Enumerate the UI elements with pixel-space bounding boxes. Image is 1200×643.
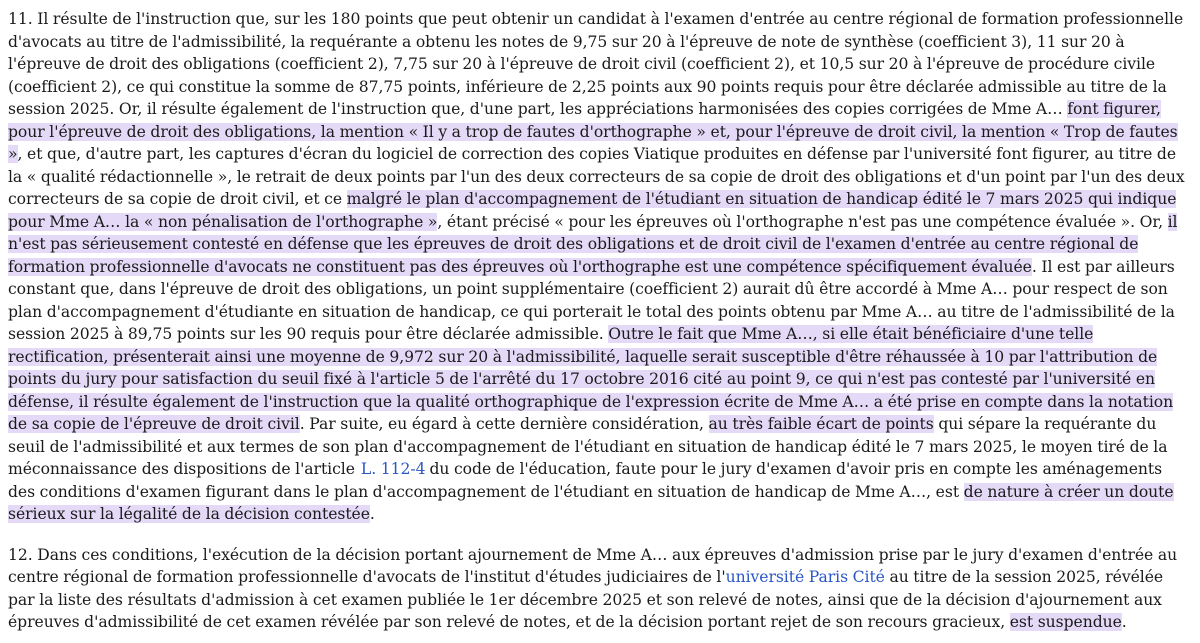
highlight-plan-accompagnement: malgré le plan d'accompagnement de l'étudiant en situation de handicap édité le 7 mars 2025 qui indique pour Mme A… la « non pénalisation de l'orthographe » (8, 190, 1177, 231)
text-segment: 11. Il résulte de l'instruction que, sur les 180 points que peut obtenir un candidat à l'examen d'entrée au centre régional de formation professionnelle d'avocats au titre de l'admissibilité, la requérante a obtenu les notes de 9,75 sur 20 à l'épreuve de note de synthèse (coefficient 3), 11 sur 20 à l'épreuve de droit des obligations (coefficient 2), 7,75 sur 20 à l'épreuve de droit civil (coefficient 2), et 10,5 sur 20 à l'épreuve de procédure civile (coefficient 2), ce qui constitue la somme de 87,75 points, inférieure de 2,25 points aux 90 points requis pour être déclarée admissible au titre de la session 2025. Or, il résulte également de l'instruction que, d'une part, les appréciations harmonisées des copies corrigées de Mme A… (8, 10, 1184, 118)
highlight-faible-ecart: au très faible écart de points (708, 415, 934, 433)
text-segment: . Il est par ailleurs constant que, dans l'épreuve de droit des obligations, un point supplémentaire (coefficient 2) aurait dû être accordé à Mme A… pour respect de son plan d'accompagnement d'étudiante en situation de handicap, ce qui porterait le total des points obtenu par Mme A… au titre de l'admissibilité de la session 2025 à 89,75 points sur les 90 requis pour être déclarée admissible. (8, 257, 1175, 343)
text-segment: . Par suite, eu égard à cette dernière considération, (299, 415, 709, 433)
link-universite-paris-cite[interactable]: université Paris Cité (725, 568, 885, 586)
text-segment: , étant précisé « pour les épreuves où l'orthographe n'est pas une compétence évaluée ». Or, (437, 212, 1168, 231)
highlight-outre-le-fait: Outre le fait que Mme A…, si elle était bénéficiaire d'une telle rectification, présenterait ainsi une moyenne de 9,972 sur 20 à l'admissibilité, laquelle serait susceptible d'être réhaussée à 10 par l'attribution de points du jury pour satisfaction du seuil fixé à l'article 5 de l'arrêté du 17 octobre 2016 cité au point 9, ce qui n'est pas contesté par l'université en défense, il résulte également de l'instruction que la qualité orthographique de l'expression écrite de Mme A… a été prise en compte dans la notation de sa copie de l'épreuve de droit civil (8, 325, 1174, 433)
text-segment: , et que, d'autre part, les captures d'écran du logiciel de correction des copies Viatique produites en défense par l'université font figurer, au titre de la « qualité rédactionnelle », le retrait de deux points par l'un des deux correcteurs de sa copie de droit des obligations et d'un point par l'un des deux correcteurs de sa copie de droit civil, et ce (8, 145, 1185, 208)
highlight-non-conteste: il n'est pas sérieusement contesté en défense que les épreuves de droit des obligations et de droit civil de l'examen d'entrée au centre régional de formation professionnelle d'avocats ne constituent pas des épreuves où l'orthographe est une compétence spécifiquement évaluée (8, 212, 1178, 276)
text-segment: qui sépare la requérante du seuil de l'admissibilité et aux termes de son plan d'accompagnement de l'étudiant en situation de handicap édité le 7 mars 2025, le moyen tiré de la méconnaissance des dispositions de l'article (8, 415, 1168, 478)
paragraph-12 (8, 544, 1192, 634)
text-segment: du code de l'éducation, faute pour le jury d'examen d'avoir pris en compte les aménagements des conditions d'examen figurant dans le plan d'accompagnement de l'étudiant en situation de handicap de Mme A…, est (8, 460, 1163, 501)
text-segment: . (369, 505, 375, 523)
highlight-doute-serieux: de nature à créer un doute sérieux sur la légalité de la décision contestée (8, 482, 1174, 523)
link-code-education-l112-4[interactable]: L. 112-4 (360, 460, 426, 478)
highlight-est-suspendue: est suspendue (1009, 613, 1122, 631)
text-segment: . (1121, 613, 1127, 631)
highlight-orthographe-mentions: font figurer, pour l'épreuve de droit des obligations, la mention « Il y a trop de fautes d'orthographe » et, pour l'épreuve de droit civil, la mention « Trop de fautes » (8, 100, 1178, 163)
text-segment: 12. Dans ces conditions, l'exécution de la décision portant ajournement de Mme A… aux épreuves d'admission prise par le jury d'examen d'entrée au centre régional de formation professionnelle d'avocats de l'institut d'études judiciaires de l' (8, 545, 1178, 586)
text-segment: au titre de la session 2025, révélée par la liste des résultats d'admission à cet examen publiée le 1er décembre 2025 et son relevé de notes, ainsi que de la décision d'ajournement aux épreuves d'admissibilité de cet examen révélée par son relevé de notes, et de la décision portant rejet de son recours gracieux, (8, 568, 1164, 631)
paragraph-11 (8, 8, 1192, 526)
